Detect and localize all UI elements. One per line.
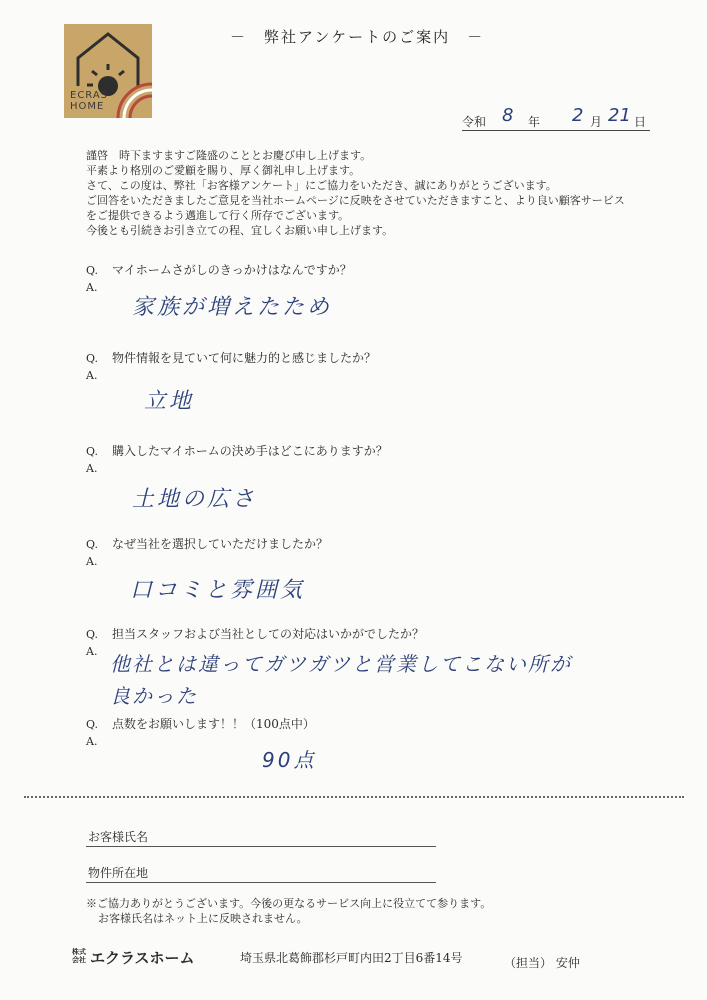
- handwritten-answer-1: 家族が増えたため: [132, 295, 333, 320]
- handwritten-answer-2: 立地: [144, 389, 195, 414]
- a-marker: A.: [86, 645, 98, 658]
- question-block-6: [86, 716, 676, 750]
- greeting-line: さて、この度は、弊社「お客様アンケート」にご協力をいただき、誠にありがとうございます。: [86, 179, 557, 192]
- question-block-2: [86, 350, 676, 384]
- handwritten-answer-3: 土地の広さ: [132, 487, 258, 512]
- customer-name-label: お客様氏名: [88, 830, 149, 844]
- company-type-line-1: 株式: [72, 948, 86, 956]
- question-text: 担当スタッフおよび当社としての対応はいかがでしたか？: [112, 627, 425, 641]
- greeting-line: をご提供できるよう邁進して行く所存でございます。: [86, 209, 350, 222]
- company-type-label: [72, 948, 86, 964]
- question-text: 購入したマイホームの決め手はどこにありますか？: [112, 444, 388, 458]
- question-text: なぜ当社を選択していただけましたか？: [112, 537, 329, 551]
- staff-info: [504, 954, 580, 971]
- greeting-line: ご回答をいただきましたご意見を当社ホームページに反映をさせていただきますこと、より良い顧客サービス: [86, 194, 625, 207]
- a-marker: A.: [86, 369, 98, 382]
- greeting-text: [86, 148, 686, 238]
- q-marker: Q.: [86, 445, 98, 458]
- company-name: エクラスホーム: [90, 949, 195, 967]
- handwritten-answer-5-line2: 良かった: [110, 684, 198, 708]
- staff-label: （担当）: [504, 956, 553, 970]
- dotted-divider: [24, 796, 684, 798]
- logo-text-home: HOME: [70, 101, 105, 112]
- question-block-3: [86, 443, 676, 477]
- handwritten-answer-6: 90点: [262, 748, 317, 772]
- date-line: [462, 105, 650, 131]
- a-marker: A.: [86, 555, 98, 568]
- company-logo: [64, 24, 152, 118]
- date-year-unit: 年: [528, 115, 541, 129]
- property-location-field[interactable]: [86, 862, 436, 883]
- date-month: 2: [572, 105, 584, 126]
- q-marker: Q.: [86, 264, 98, 277]
- question-text: 点数をお願いします！！（100点中）: [112, 717, 315, 731]
- question-text: マイホームさがしのきっかけはなんですか？: [112, 263, 352, 277]
- footnote-line-2: お客様氏名はネット上に反映されません。: [98, 912, 308, 925]
- footnote: [86, 896, 491, 926]
- q-marker: Q.: [86, 718, 98, 731]
- handwritten-answer-5-line1: 他社とは違ってガツガツと営業してこない所が: [110, 652, 572, 676]
- date-day-unit: 日: [634, 115, 647, 129]
- company-type-line-2: 会社: [72, 956, 86, 964]
- logo-text-ecras: ECRAS: [70, 90, 109, 101]
- company-footer: [72, 946, 632, 970]
- date-era: 令和: [462, 115, 487, 129]
- property-location-label: 物件所在地: [88, 866, 149, 880]
- q-marker: Q.: [86, 538, 98, 551]
- a-marker: A.: [86, 281, 98, 294]
- date-year: 8: [502, 105, 514, 126]
- question-text: 物件情報を見ていて何に魅力的と感じましたか？: [112, 351, 377, 365]
- staff-name: 安仲: [555, 956, 580, 970]
- date-day: 21: [608, 105, 631, 126]
- greeting-line: 今後とも引続きお引き立ての程、宜しくお願い申し上げます。: [86, 224, 394, 237]
- a-marker: A.: [86, 735, 98, 748]
- company-address: 埼玉県北葛飾郡杉戸町内田2丁目6番14号: [240, 951, 463, 965]
- question-block-4: [86, 536, 676, 570]
- customer-name-field[interactable]: [86, 826, 436, 847]
- page-title: － 弊社アンケートのご案内 －: [230, 28, 485, 46]
- q-marker: Q.: [86, 628, 98, 641]
- handwritten-answer-4: 口コミと雰囲気: [130, 578, 306, 603]
- a-marker: A.: [86, 462, 98, 475]
- greeting-line: 謹啓 時下ますますご隆盛のこととお慶び申し上げます。: [86, 149, 372, 162]
- q-marker: Q.: [86, 352, 98, 365]
- greeting-line: 平素より格別のご愛顧を賜り、厚く御礼申し上げます。: [86, 164, 361, 177]
- footnote-line-1: ※ご協力ありがとうございます。今後の更なるサービス向上に役立てて参ります。: [86, 897, 492, 910]
- date-month-unit: 月: [590, 115, 603, 129]
